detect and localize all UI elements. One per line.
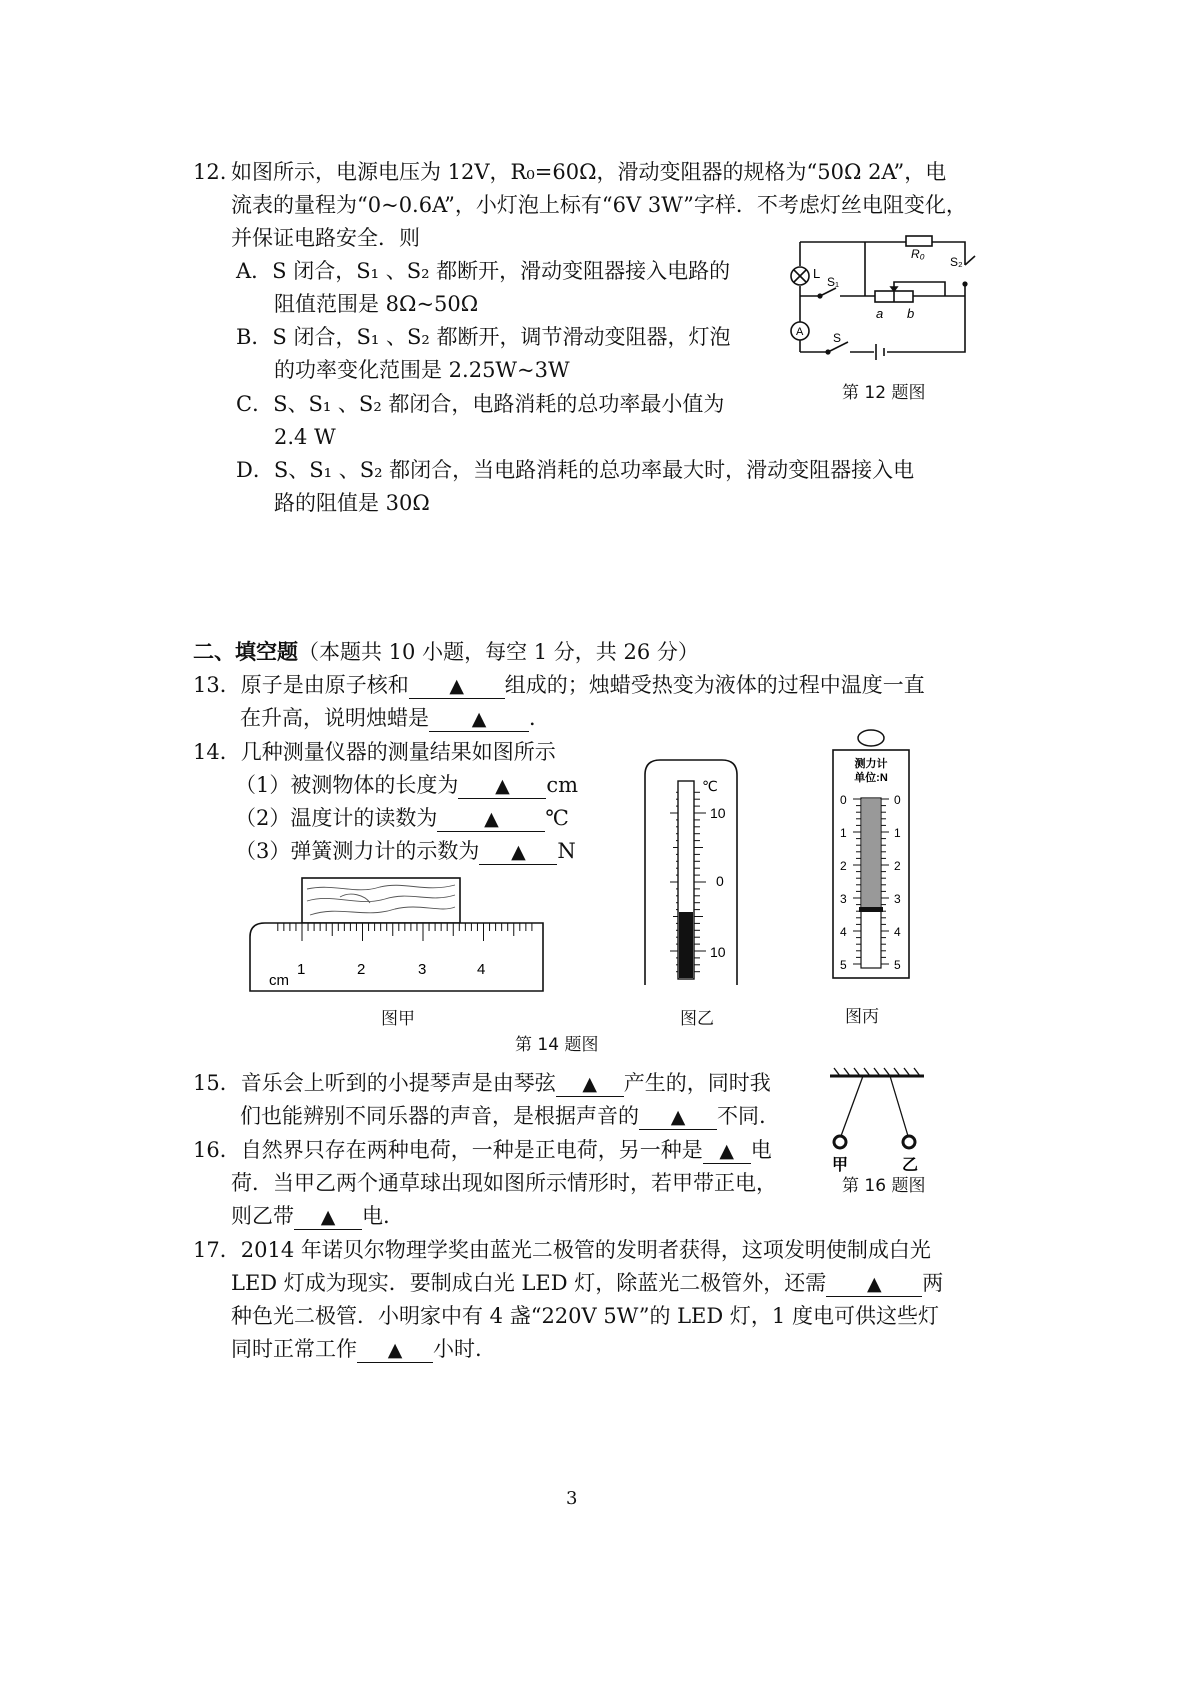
pith-balls-figure <box>828 1066 928 1176</box>
q13-number: 13． <box>193 673 241 697</box>
thermometer-unit: ℃ <box>702 778 718 794</box>
q13-line-1 <box>193 673 925 699</box>
scale-left-5: 5 <box>840 958 847 972</box>
q12-option-c: C．S、S₁ 、S₂ 都闭合，电路消耗的总功率最小值为 <box>236 392 725 416</box>
q15-number: 15． <box>193 1071 241 1095</box>
q15-text-d: 不同. <box>717 1104 766 1128</box>
q16-blank-1[interactable] <box>703 1138 751 1164</box>
q12-line-1: 如图所示，电源电压为 12V，R₀=60Ω，滑动变阻器的规格为“50Ω 2A”，电 <box>231 160 947 184</box>
q17-text-a: 2014 年诺贝尔物理学奖由蓝光二极管的发明者获得，这项发明使制成白光 <box>240 1238 931 1262</box>
q17-line-1 <box>193 1238 931 1263</box>
spring-scale-unit: 单位:N <box>854 772 888 784</box>
q14-blank-2[interactable] <box>437 806 545 832</box>
q14-part-3-text: （3）弹簧测力计的示数为 <box>235 839 480 863</box>
scale-left-3: 3 <box>840 892 847 906</box>
q14-intro-text: 几种测量仪器的测量结果如图所示 <box>240 740 556 764</box>
q16-line-3 <box>231 1204 390 1230</box>
q12-figure-caption: 第 12 题图 <box>842 383 926 403</box>
q13-text-d: ． <box>529 706 550 730</box>
scale-left-2: 2 <box>840 859 847 873</box>
q12-option-a: A．S 闭合，S₁ 、S₂ 都断开，滑动变阻器接入电路的 <box>236 259 731 283</box>
q16-figure-caption: 第 16 题图 <box>842 1176 926 1196</box>
q14-number: 14． <box>193 740 241 764</box>
q14-part-1-unit: cm <box>546 773 579 797</box>
blank-marker-icon: ▲ <box>471 708 487 730</box>
spring-scale-figure <box>828 728 914 984</box>
q12-line-3: 并保证电路安全．则 <box>231 226 420 250</box>
thermometer-liquid <box>679 912 693 978</box>
section-title-text: 二、填空题 <box>193 639 298 664</box>
q17-line-2 <box>231 1271 943 1297</box>
pith-ball-b <box>903 1136 915 1148</box>
q17-text-c: 两 <box>922 1271 944 1295</box>
scale-right-3: 3 <box>894 892 901 906</box>
q15-blank-1[interactable] <box>556 1071 624 1097</box>
blank-marker-icon: ▲ <box>495 775 510 797</box>
q13-text-c: 在升高，说明烛蜡是 <box>240 706 429 730</box>
wood-block <box>302 878 460 923</box>
blank-marker-icon: ▲ <box>670 1106 686 1128</box>
q13-text-b: 组成的；烛蜡受热变为液体的过程中温度一直 <box>504 673 925 697</box>
blank-marker-icon: ▲ <box>484 808 499 830</box>
pith-ball-a-label: 甲 <box>832 1157 849 1174</box>
blank-marker-icon: ▲ <box>449 675 465 697</box>
blank-marker-icon: ▲ <box>511 841 526 863</box>
q17-line-4 <box>231 1337 482 1363</box>
q15-text-c: 们也能辨别不同乐器的声音，是根据声音的 <box>240 1104 639 1128</box>
ruler-unit-label: cm <box>269 972 289 989</box>
q12-option-c-cont: 2.4 W <box>274 425 336 449</box>
q17-text-d: 同时正常工作 <box>231 1337 357 1361</box>
q12-option-a-cont: 阻值范围是 8Ω~50Ω <box>274 292 479 316</box>
q12-option-b-cont: 的功率变化范围是 2.25W~3W <box>274 358 570 382</box>
blank-marker-icon: ▲ <box>387 1339 403 1361</box>
spring-scale-pointer <box>859 907 883 912</box>
q14-intro <box>193 740 556 765</box>
q17-line-3: 种色光二极管．小明家中有 4 盏“220V 5W”的 LED 灯，1 度电可供这些灯 <box>231 1304 939 1328</box>
q13-blank-2[interactable] <box>429 706 529 732</box>
q12-option-d-cont: 路的阻值是 30Ω <box>274 491 430 515</box>
scale-right-0: 0 <box>894 793 901 807</box>
scale-right-5: 5 <box>894 958 901 972</box>
q13-line-2 <box>240 706 550 732</box>
circuit-label-A: A <box>796 326 804 338</box>
q16-line-2: 荷．当甲乙两个通草球出现如图所示情形时，若甲带正电， <box>231 1171 777 1195</box>
q12-option-b: B．S 闭合，S₁ 、S₂ 都断开，调节滑动变阻器，灯泡 <box>236 325 731 349</box>
ruler-figure <box>245 873 545 993</box>
circuit-label-R0: R₀ <box>911 247 925 261</box>
circuit-label-S2: S₂ <box>950 255 963 269</box>
q16-number: 16． <box>193 1138 241 1162</box>
scale-left-1: 1 <box>840 826 847 840</box>
q15-text-a: 音乐会上听到的小提琴声是由琴弦 <box>240 1071 556 1095</box>
scale-right-2: 2 <box>894 859 901 873</box>
fig-a-label: 图甲 <box>381 1009 415 1029</box>
q15-line-2 <box>240 1104 766 1130</box>
ruler-tick-label-1: 1 <box>297 961 306 978</box>
blank-marker-icon: ▲ <box>320 1206 336 1228</box>
q15-text-b: 产生的，同时我 <box>623 1071 771 1095</box>
q14-part-3-unit: N <box>557 839 576 863</box>
page-number: 3 <box>566 1488 578 1509</box>
q14-part-2-unit: ℃ <box>545 806 569 830</box>
q15-line-1 <box>193 1071 771 1097</box>
thermometer-figure <box>640 755 742 990</box>
fig-c-label: 图丙 <box>845 1007 879 1027</box>
q14-figure-caption: 第 14 题图 <box>515 1035 599 1055</box>
pith-ball-a <box>834 1136 846 1148</box>
q16-text-d: 电. <box>362 1204 390 1228</box>
q17-number: 17． <box>193 1238 241 1262</box>
section-title <box>193 639 699 665</box>
spring-scale-title: 测力计 <box>854 758 888 770</box>
scale-right-1: 1 <box>894 826 901 840</box>
circuit-label-S1: S₁ <box>827 275 840 289</box>
q12-circuit-diagram <box>790 232 980 360</box>
scale-left-0: 0 <box>840 793 847 807</box>
blank-marker-icon: ▲ <box>582 1073 598 1095</box>
q14-part-3 <box>235 839 576 865</box>
q14-part-2-text: （2）温度计的读数为 <box>235 806 438 830</box>
q16-text-b: 电 <box>750 1138 772 1162</box>
ruler-tick-label-4: 4 <box>477 961 486 978</box>
q17-blank-1[interactable] <box>826 1271 922 1297</box>
q17-text-e: 小时. <box>433 1337 482 1361</box>
q16-text-a: 自然界只存在两种电荷，一种是正电荷，另一种是 <box>240 1138 703 1162</box>
q17-text-b: LED 灯成为现实．要制成白光 LED 灯，除蓝光二极管外，还需 <box>231 1271 827 1295</box>
q14-blank-1[interactable] <box>458 773 546 799</box>
q13-text-a: 原子是由原子核和 <box>240 673 409 697</box>
circuit-label-S: S <box>833 331 842 345</box>
q16-line-1 <box>193 1138 772 1164</box>
scale-left-4: 4 <box>840 925 847 939</box>
q16-blank-2[interactable] <box>294 1204 362 1230</box>
thermometer-tick-0: 0 <box>716 873 724 889</box>
q13-blank-1[interactable] <box>409 673 505 699</box>
q14-part-1-text: （1）被测物体的长度为 <box>235 773 459 797</box>
circuit-label-b: b <box>907 306 915 321</box>
q12-option-d: D．S、S₁ 、S₂ 都闭合，当电路消耗的总功率最大时，滑动变阻器接入电 <box>236 458 915 482</box>
ruler-tick-label-2: 2 <box>357 961 366 978</box>
scale-right-4: 4 <box>894 925 901 939</box>
q14-part-1 <box>235 773 578 799</box>
spring-scale-spring <box>862 799 880 909</box>
circuit-label-L: L <box>813 266 821 281</box>
fig-b-label: 图乙 <box>680 1009 714 1029</box>
thermometer-tick-10-top: 10 <box>710 805 726 821</box>
ruler-tick-label-3: 3 <box>418 961 427 978</box>
q12-number: 12. <box>193 160 227 184</box>
circuit-label-a: a <box>876 306 884 321</box>
q14-part-2 <box>235 806 569 832</box>
q14-blank-3[interactable] <box>479 839 557 865</box>
blank-marker-icon: ▲ <box>719 1140 735 1162</box>
q15-blank-2[interactable] <box>639 1104 717 1130</box>
thermometer-tick-10-bottom: 10 <box>710 944 726 960</box>
q16-text-c: 则乙带 <box>231 1204 294 1228</box>
pith-ball-b-label: 乙 <box>902 1157 919 1174</box>
q17-blank-2[interactable] <box>357 1337 433 1363</box>
section-note: （本题共 10 小题，每空 1 分，共 26 分） <box>298 640 699 664</box>
q12-line-2: 流表的量程为“0~0.6A”，小灯泡上标有“6V 3W”字样．不考虑灯丝电阻变化， <box>231 193 967 217</box>
blank-marker-icon: ▲ <box>866 1273 882 1295</box>
